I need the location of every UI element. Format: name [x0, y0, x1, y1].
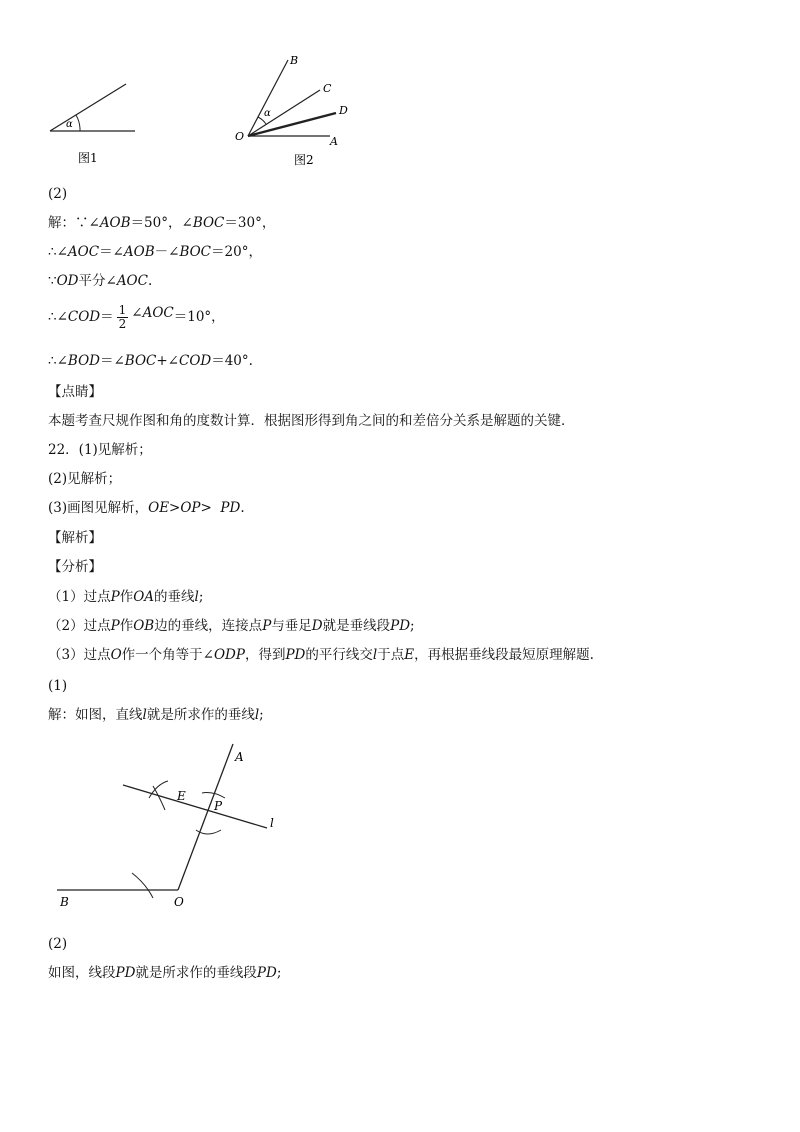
text: ＝40°. — [211, 353, 253, 369]
text: 作一个角等于∠ — [121, 647, 214, 663]
fig1-slanted-ray — [50, 84, 126, 131]
figure-2 — [228, 50, 358, 172]
solution-line-1 — [48, 214, 275, 232]
text: 平分∠ — [78, 273, 117, 289]
text: ; — [198, 589, 204, 605]
text: 与垂足 — [271, 618, 312, 634]
text: 的垂线 — [154, 589, 195, 605]
text: ＝∠ — [99, 244, 124, 260]
text: ＝10°， — [173, 309, 225, 325]
text: 就是垂线段 — [322, 618, 391, 634]
segment-pd: PD — [285, 647, 306, 663]
angle-cod: COD — [67, 309, 101, 325]
text: ; — [276, 965, 282, 981]
part2b-heading: (2) — [48, 936, 68, 952]
ray-oa — [178, 744, 233, 890]
solution-line-2 — [48, 243, 262, 261]
text: 边的垂线，连接点 — [154, 618, 263, 634]
analysis-step-2 — [48, 617, 415, 635]
fig2-caption: 图2 — [294, 153, 314, 167]
point-e: E — [404, 647, 415, 663]
dianjing-text: 本题考查尺规作图和角的度数计算．根据图形得到角之间的和差倍分关系是解题的关键． — [48, 413, 575, 429]
text: ∴∠ — [48, 309, 68, 325]
part2-heading: (2) — [48, 186, 68, 202]
q22-answer-1: 22．(1)见解析； — [48, 442, 152, 458]
fraction-denominator: 2 — [118, 317, 127, 331]
angle-boc: BOC — [192, 215, 225, 231]
text: （1）过点 — [48, 589, 111, 605]
point-p: P — [262, 618, 272, 634]
label-b: B — [60, 895, 69, 909]
fig2-ray-oc — [248, 90, 320, 136]
text: 就是所求作的垂线 — [146, 707, 255, 723]
text: ，得到 — [244, 647, 286, 663]
text: ＝20°， — [211, 244, 262, 260]
text: 作 — [119, 589, 134, 605]
text: ＝ — [100, 309, 114, 325]
text: ＝50°，∠ — [130, 215, 193, 231]
inequality: OE>OP> PD — [148, 500, 241, 516]
text: 解：∵∠ — [48, 215, 100, 231]
fig2-label-a: A — [330, 135, 338, 148]
label-a: A — [235, 750, 244, 764]
construction-arc — [132, 873, 153, 898]
text: ＝30°， — [224, 215, 276, 231]
part1-solution — [48, 706, 264, 724]
segment-pd: PD — [115, 965, 136, 981]
fraction-numerator: 1 — [118, 303, 127, 317]
analysis-step-3 — [48, 646, 594, 664]
text: ＝∠ — [99, 353, 125, 369]
text: 解：如图，直线 — [48, 707, 143, 723]
solution-line-3 — [48, 272, 152, 290]
fig2-ray-ob — [248, 60, 288, 136]
fig2-label-d: D — [339, 104, 348, 117]
point-d: D — [311, 618, 323, 634]
text: 作 — [119, 618, 134, 634]
angle-aoc: AOC — [67, 244, 100, 260]
text: 于点 — [377, 647, 405, 663]
point-p: P — [110, 589, 120, 605]
ray-od: OD — [56, 273, 79, 289]
text: ∠ — [131, 305, 143, 321]
segment-pd: PD — [256, 965, 277, 981]
angle-aoc: AOC — [142, 305, 174, 321]
angle-bod: BOD — [67, 353, 100, 369]
dianjing-title: 【点睛】 — [48, 384, 102, 400]
label-e: E — [177, 789, 186, 803]
text: . — [240, 500, 245, 516]
figure-1 — [40, 78, 150, 168]
fig2-alpha-label: α — [264, 108, 271, 119]
part2-solution — [48, 964, 281, 982]
angle-boc: BOC — [179, 244, 212, 260]
fig1-angle-arc — [76, 115, 80, 131]
fenxi-title: 【分析】 — [48, 559, 102, 575]
construction-arc — [153, 786, 165, 810]
angle-boc: BOC — [124, 353, 157, 369]
text: ; — [259, 707, 264, 723]
ray-ob: OB — [133, 618, 155, 634]
segment-pd: PD — [390, 618, 411, 634]
text: (3)画图见解析， — [48, 500, 149, 516]
text: ∴∠ — [48, 244, 68, 260]
line-l: l — [372, 647, 378, 663]
line-l: l — [142, 707, 147, 723]
fig1-caption: 图1 — [78, 151, 98, 165]
text: ∵ — [48, 273, 57, 289]
point-p: P — [110, 618, 120, 634]
fig2-label-o: O — [235, 130, 245, 143]
analysis-step-1 — [48, 588, 203, 606]
solution-line-5 — [48, 352, 253, 370]
text: . — [147, 273, 153, 289]
line-l: l — [254, 707, 260, 723]
line-l: l — [194, 589, 199, 605]
fraction-one-half — [117, 304, 129, 331]
text: 的平行线交 — [305, 647, 373, 663]
angle-odp: ODP — [213, 647, 245, 663]
fig2-ray-od — [248, 113, 336, 136]
part1-heading: (1) — [48, 678, 68, 694]
angle-cod: COD — [178, 353, 212, 369]
angle-aoc: AOC — [116, 273, 148, 289]
solution-line-4 — [48, 300, 225, 331]
q22-answer-3 — [48, 499, 245, 517]
fig1-alpha-label: α — [66, 119, 73, 130]
label-p: P — [214, 799, 223, 813]
text: －∠ — [154, 244, 180, 260]
label-l: l — [270, 816, 274, 830]
fig2-label-b: B — [290, 54, 299, 67]
label-o: O — [174, 895, 184, 909]
q22-answer-2: (2)见解析； — [48, 471, 122, 487]
text: ，再根据垂线段最短原理解题. — [414, 647, 594, 663]
fig2-label-c: C — [323, 82, 332, 95]
angle-aob: AOB — [123, 244, 155, 260]
figure-3 — [45, 738, 305, 918]
text: ; — [410, 618, 415, 634]
text: 就是所求作的垂线段 — [135, 965, 257, 981]
angle-aob: AOB — [99, 215, 131, 231]
text: ∴∠ — [48, 353, 68, 369]
text: +∠ — [156, 353, 179, 369]
perpendicular-line-l — [123, 785, 267, 828]
ray-oa: OA — [133, 589, 155, 605]
point-o: O — [110, 647, 122, 663]
jiexi-title: 【解析】 — [48, 530, 102, 546]
text: （2）过点 — [48, 618, 111, 634]
text: （3）过点 — [48, 647, 111, 663]
text: 如图，线段 — [48, 965, 116, 981]
